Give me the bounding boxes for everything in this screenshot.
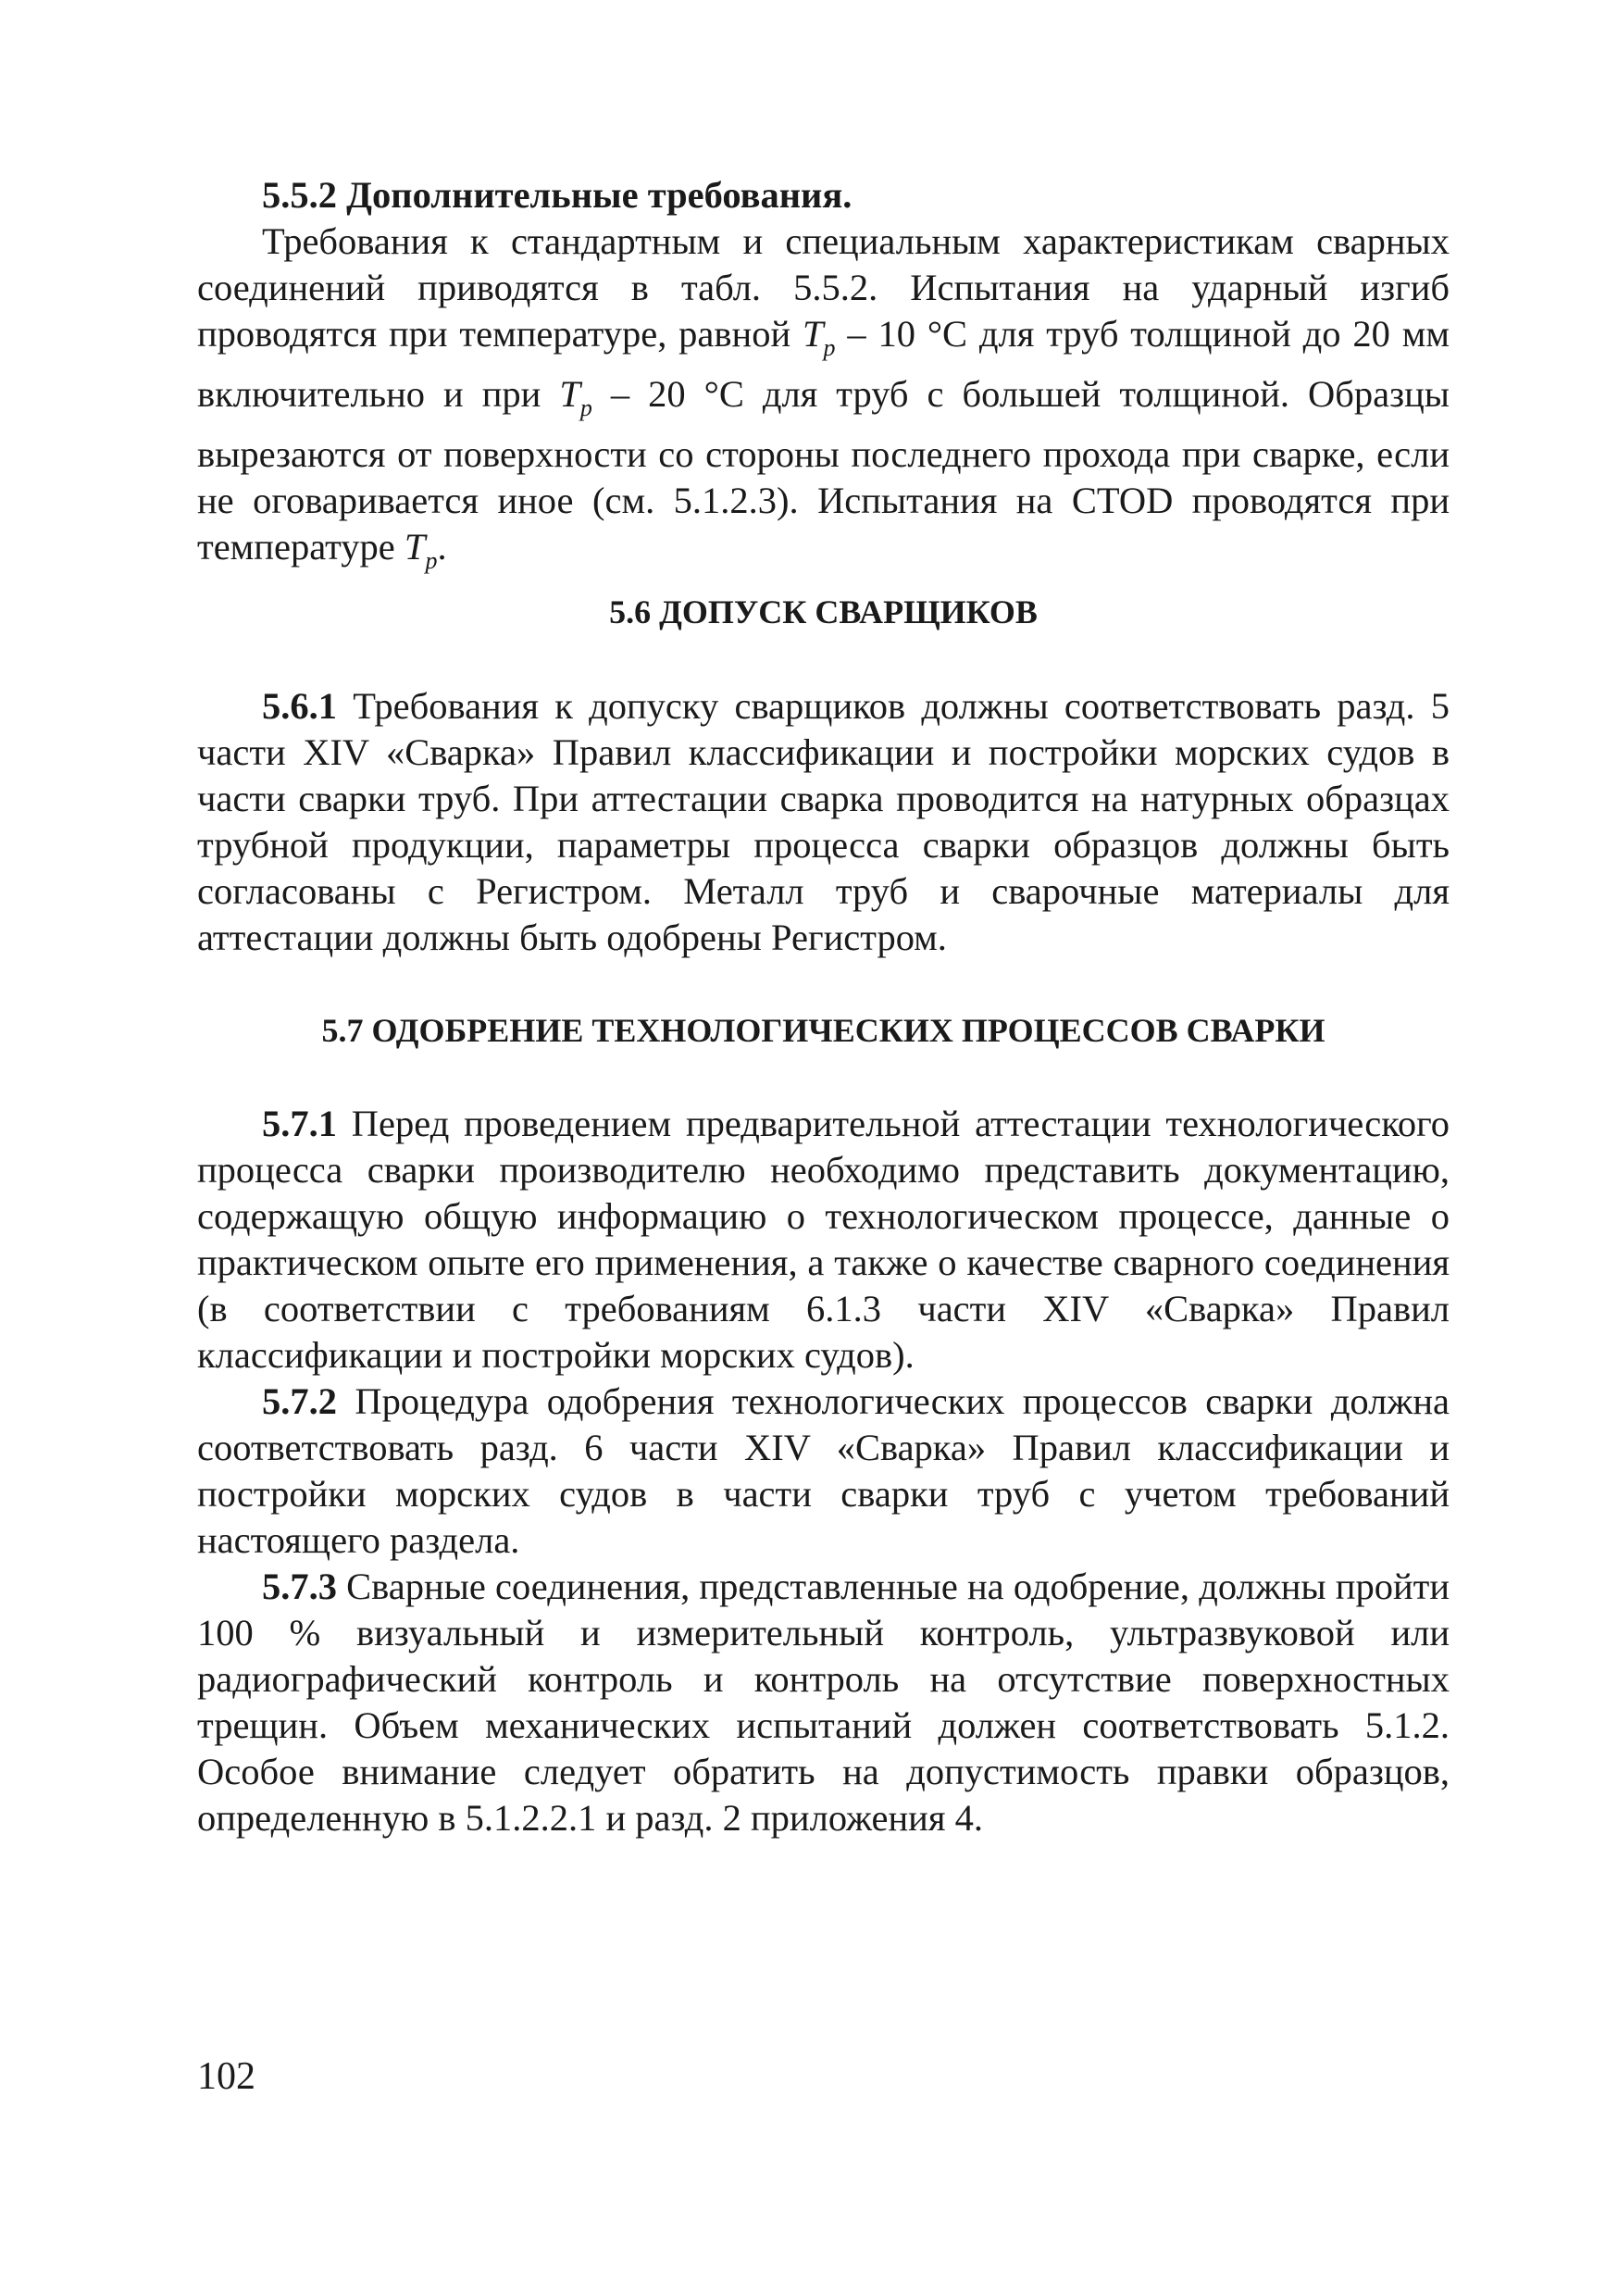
paragraph-5-7-3: 5.7.3 Сварные соединения, представленные на одобрение, должны пройти 100 % визуальный и измерительный контроль, ультразвуковой или радиографический контроль и контроль на отсутствие поверхностных трещин. Объем механических испытаний должен соответствовать 5.1.2. Особое внимание следует обратить на допустимость правки образцов, определенную в 5.1.2.2.1 и разд. 2 приложения 4. — [197, 1566, 1450, 1839]
section-5-5-2-text: Требования к стандартным и специальным характеристикам сварных соединений приводятся в табл. 5.5.2. Испытания на ударный изгиб проводятся при температуре, равной $T_p - 10$ °C для труб толщиной до 20 мм включительно и при $T_p - 20$ °C для труб с большей толщиной. Образцы вырезаются от поверхности со стороны последнего прохода при сварке, если не оговаривается иное (см. 5.1.2.3). Испытания на CTOD проводятся при температуре $T_p$. — [197, 220, 1450, 574]
section-5-7-heading-wrap — [197, 1007, 1450, 1054]
section-5-6-heading: 5.6 ДОПУСК СВАРЩИКОВ — [609, 593, 1038, 630]
section-5-5-2-heading: 5.5.2 Дополнительные требования. — [262, 174, 853, 216]
page-number: 102 — [197, 2055, 255, 2098]
paragraph-5-6-1: 5.6.1 Требования к допуску сварщиков должны соответствовать разд. 5 части XIV «Сварка» Правил классификации и постройки морских судов в части сварки труб. При аттестации сварка проводится на натурных образцах трубной продукции, параметры процесса сварки образцов должны быть согласованы с Регистром. Металл труб и сварочные материалы для аттестации должны быть одобрены Регистром. — [197, 685, 1450, 958]
section-5-7-body — [197, 1101, 1450, 1841]
section-5-6-heading-wrap — [197, 589, 1450, 635]
section-5-7-heading: 5.7 ОДОБРЕНИЕ ТЕХНОЛОГИЧЕСКИХ ПРОЦЕССОВ СВАРКИ — [321, 1012, 1326, 1049]
section-5-6-1 — [197, 683, 1450, 961]
paragraph-5-7-2: 5.7.2 Процедура одобрения технологических процессов сварки должна соответствовать разд. 6 части XIV «Сварка» Правил классификации и постройки морских судов в части сварки труб с учетом требований настоящего раздела. — [197, 1380, 1450, 1561]
paragraph-5-7-1: 5.7.1 Перед проведением предварительной аттестации технологического процесса сварки производителю необходимо представить документацию, содержащую общую информацию о технологическом процессе, данные о практическом опыте его применения, а также о качестве сварного соединения (в соответствии с требованиям 6.1.3 части XIV «Сварка» Правил классификации и постройки морских судов). — [197, 1103, 1450, 1376]
section-5-5-2 — [197, 172, 1450, 584]
